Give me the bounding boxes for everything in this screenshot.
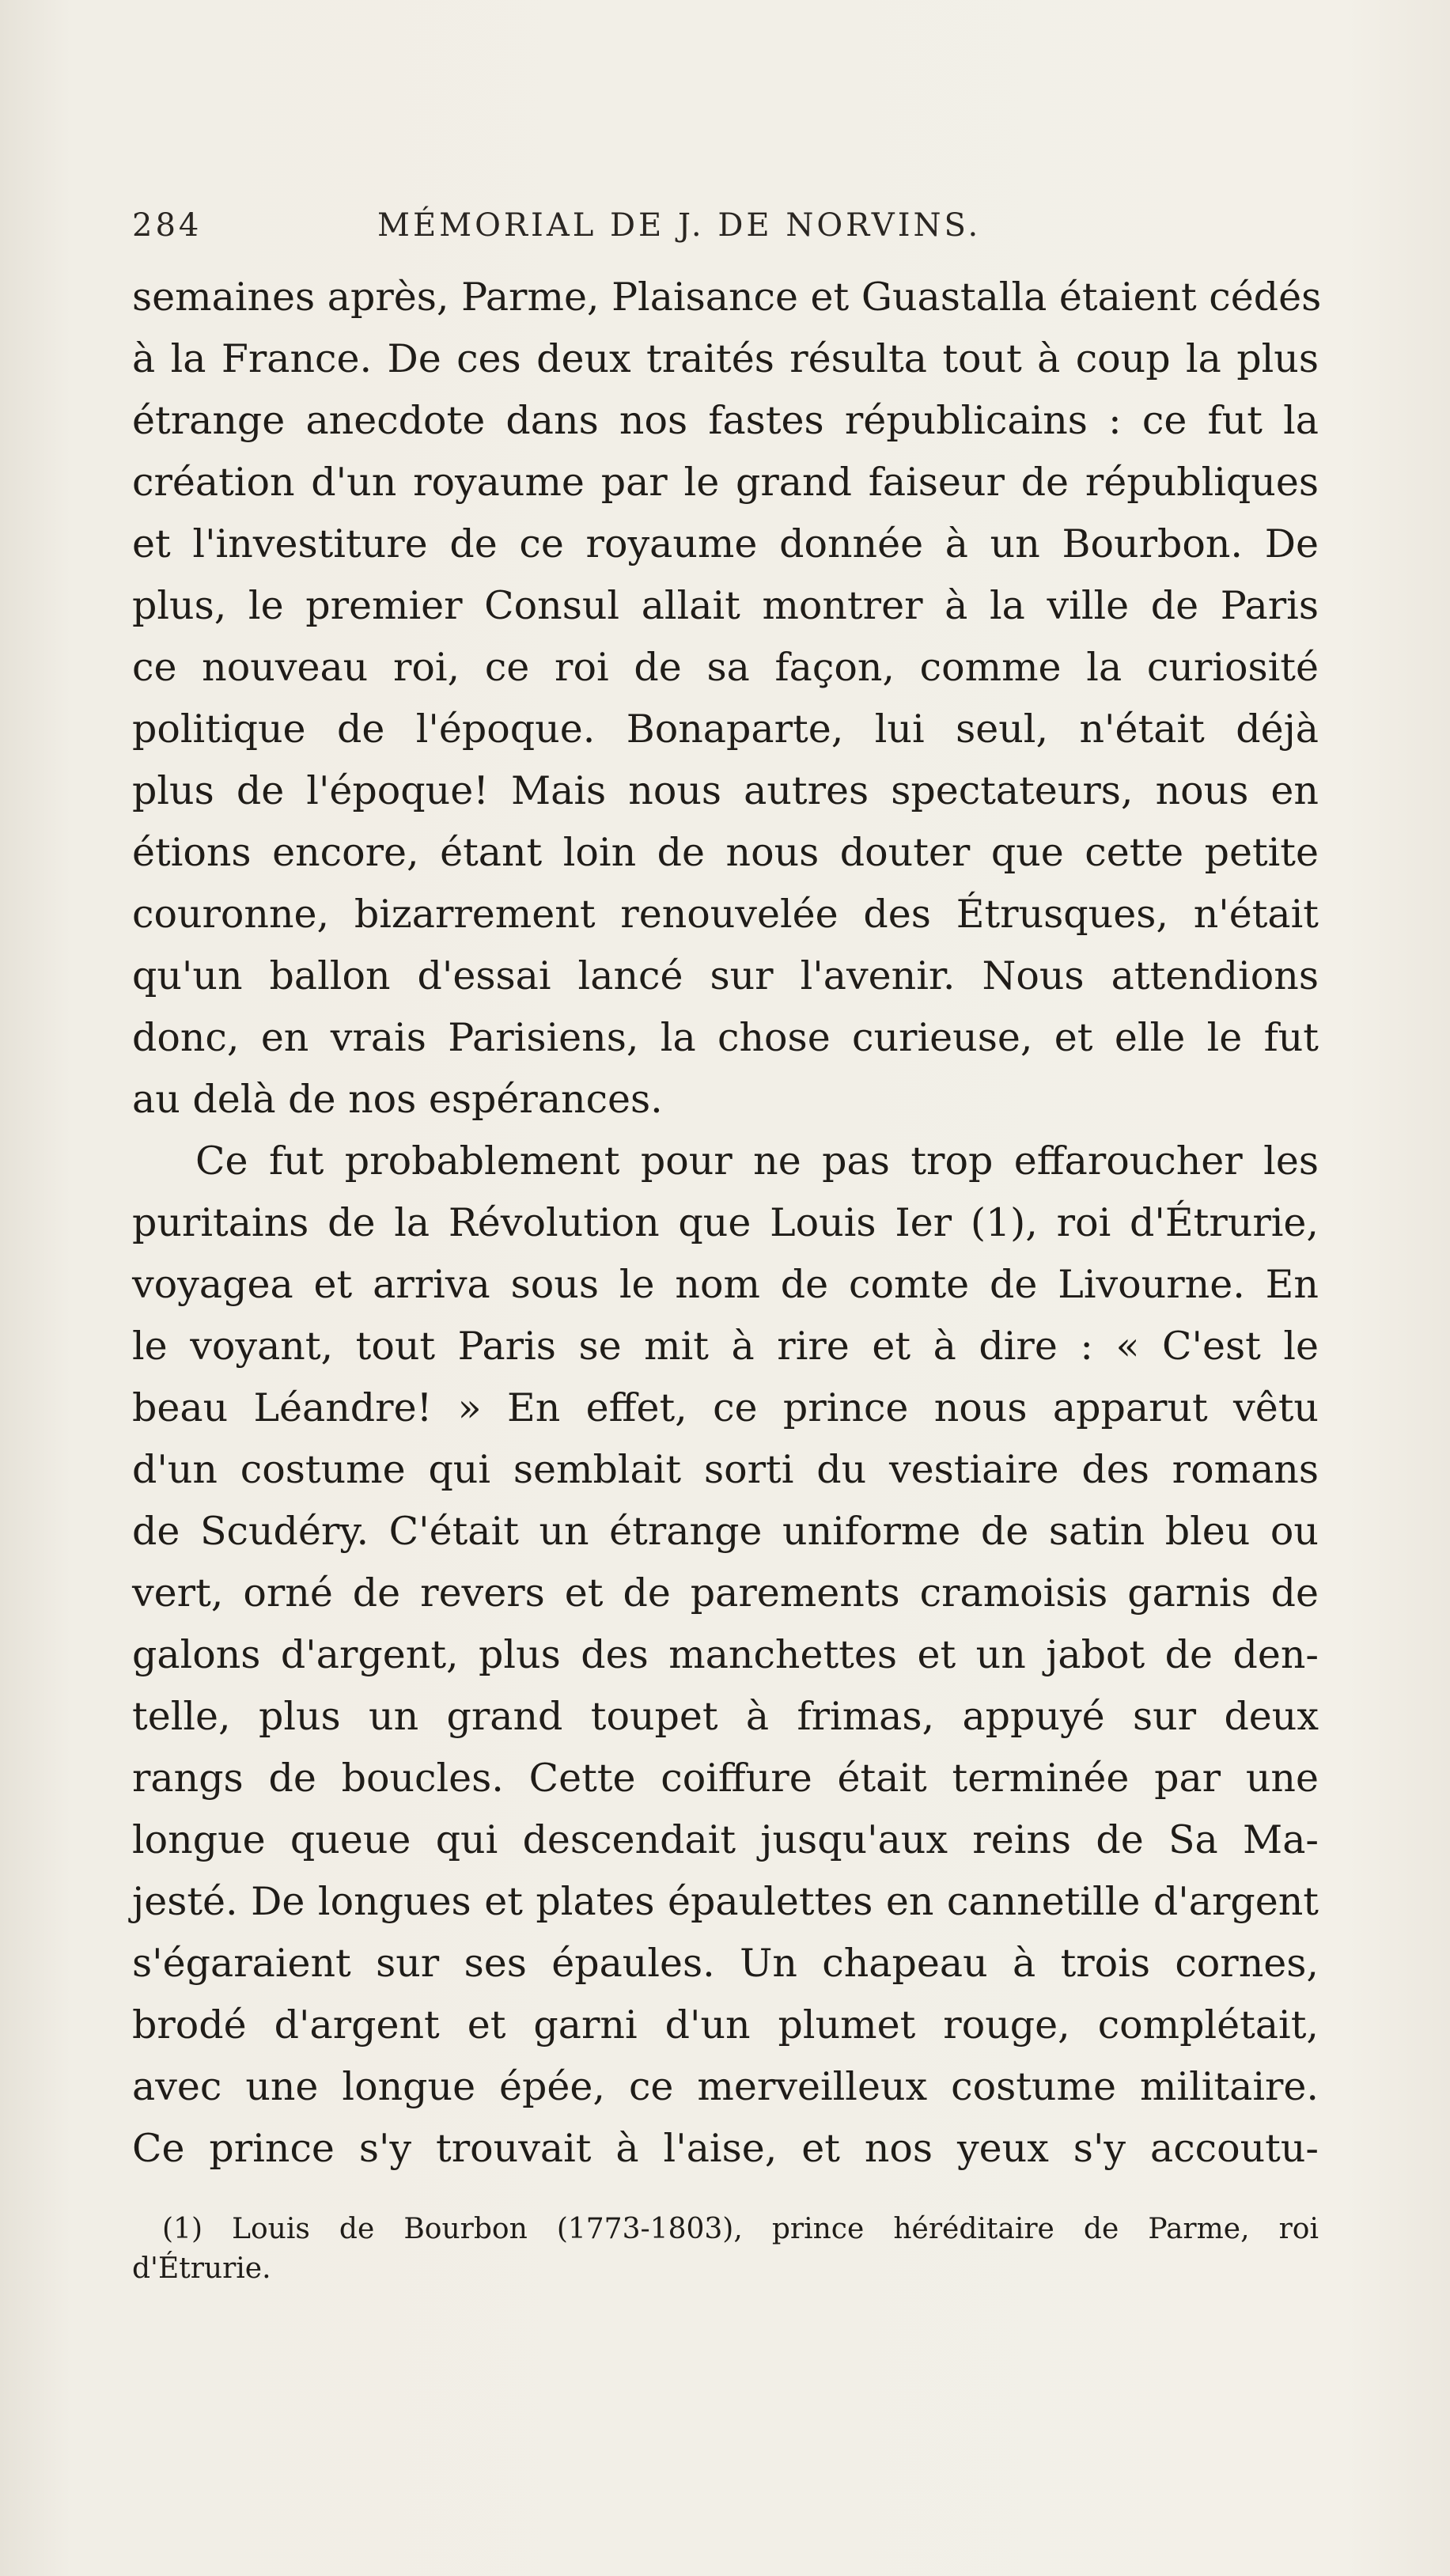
text-line: à la France. De ces deux traités résulta tout à coup la plus bbox=[132, 336, 1319, 381]
text-line: beau Léandre! » En effet, ce prince nous apparut vêtu bbox=[132, 1385, 1319, 1430]
footnote-line: (1) Louis de Bourbon (1773-1803), prince héréditaire de Parme, roi bbox=[162, 2213, 1319, 2245]
text-line: Ce fut probablement pour ne pas trop effaroucher les bbox=[195, 1138, 1319, 1184]
text-line: qu'un ballon d'essai lancé sur l'avenir. Nous attendions bbox=[132, 953, 1319, 998]
text-line: ce nouveau roi, ce roi de sa façon, comme la curiosité bbox=[132, 645, 1319, 690]
text-line: telle, plus un grand toupet à frimas, appuyé sur deux bbox=[132, 1694, 1319, 1739]
text-line: galons d'argent, plus des manchettes et un jabot de den- bbox=[132, 1632, 1319, 1677]
page-number: 284 bbox=[132, 207, 203, 244]
text-line: vert, orné de revers et de parements cramoisis garnis de bbox=[132, 1570, 1319, 1616]
text-line: création d'un royaume par le grand faiseur de républiques bbox=[132, 460, 1319, 505]
text-line: longue queue qui descendait jusqu'aux reins de Sa Ma- bbox=[132, 1817, 1319, 1862]
text-line: Ce prince s'y trouvait à l'aise, et nos yeux s'y accoutu- bbox=[132, 2126, 1319, 2171]
text-line: jesté. De longues et plates épaulettes en cannetille d'argent bbox=[132, 1879, 1319, 1924]
text-line: au delà de nos espérances. bbox=[132, 1077, 663, 1122]
text-line: étions encore, étant loin de nous douter que cette petite bbox=[132, 830, 1319, 875]
text-line: puritains de la Révolution que Louis Ier (1), roi d'Étrurie, bbox=[132, 1200, 1319, 1245]
text-line: s'égaraient sur ses épaules. Un chapeau à trois cornes, bbox=[132, 1941, 1319, 1986]
page-header bbox=[132, 207, 1319, 258]
text-line: politique de l'époque. Bonaparte, lui seul, n'était déjà bbox=[132, 707, 1319, 752]
text-line: d'un costume qui semblait sorti du vestiaire des romans bbox=[132, 1447, 1319, 1492]
text-line: plus, le premier Consul allait montrer à la ville de Paris bbox=[132, 583, 1319, 628]
footnote-line: d'Étrurie. bbox=[132, 2252, 271, 2285]
text-line: et l'investiture de ce royaume donnée à un Bourbon. De bbox=[132, 521, 1319, 566]
text-line: brodé d'argent et garni d'un plumet rouge, complétait, bbox=[132, 2002, 1319, 2048]
text-line: couronne, bizarrement renouvelée des Étrusques, n'était bbox=[132, 892, 1319, 937]
text-line: rangs de boucles. Cette coiffure était terminée par une bbox=[132, 1756, 1319, 1801]
text-line: le voyant, tout Paris se mit à rire et à dire : « C'est le bbox=[132, 1324, 1319, 1369]
text-line: voyagea et arriva sous le nom de comte de Livourne. En bbox=[132, 1262, 1319, 1307]
text-line: semaines après, Parme, Plaisance et Guastalla étaient cédés bbox=[132, 275, 1322, 320]
running-title: MÉMORIAL DE J. DE NORVINS. bbox=[377, 207, 982, 244]
text-line: plus de l'époque! Mais nous autres spectateurs, nous en bbox=[132, 768, 1319, 813]
text-line: donc, en vrais Parisiens, la chose curieuse, et elle le fut bbox=[132, 1015, 1319, 1060]
text-line: de Scudéry. C'était un étrange uniforme de satin bleu ou bbox=[132, 1509, 1319, 1554]
text-line: étrange anecdote dans nos fastes républicains : ce fut la bbox=[132, 398, 1319, 443]
text-line: avec une longue épée, ce merveilleux costume militaire. bbox=[132, 2064, 1319, 2109]
